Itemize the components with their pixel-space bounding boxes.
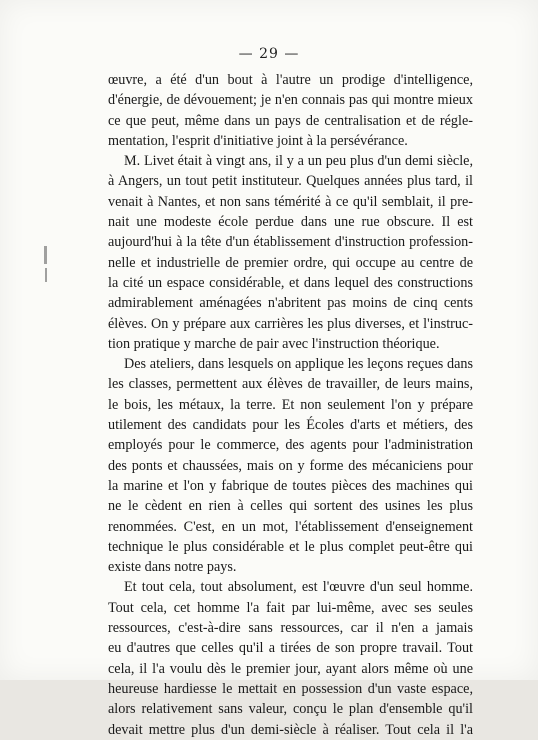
text-line: des ponts et chaussées, mais on y forme des mécaniciens pour bbox=[108, 457, 473, 474]
text-line: nelle et industrielle de premier ordre, qui occupe au centre de bbox=[108, 254, 473, 271]
margin-mark bbox=[45, 268, 47, 282]
text-line: alors relativement sans valeur, conçu le plan d'ensemble qu'il bbox=[108, 701, 473, 718]
text-line: venait à Nantes, et non sans témérité à ce qu'il semblait, il pre- bbox=[108, 193, 473, 210]
text-line: la marine et l'on y fabrique de toutes pièces des machines qui bbox=[108, 477, 473, 494]
text-line: existe dans notre pays. bbox=[108, 559, 237, 576]
text-line: employés pour le commerce, des agents pour l'administration bbox=[108, 437, 473, 454]
text-line: à Angers, un tout petit instituteur. Quelques années plus tard, il bbox=[108, 173, 473, 190]
text-line: heureuse hardiesse le mettait en possession d'un vaste espace, bbox=[108, 680, 473, 697]
text-line: ce que peut, même dans un pays de centralisation et de régle- bbox=[108, 112, 473, 129]
text-line: technique le plus considérable et le plus complet peut-être qui bbox=[108, 538, 473, 555]
paragraph bbox=[108, 577, 473, 739]
text-line: renommées. C'est, en un mot, l'établissement d'enseignement bbox=[108, 518, 473, 535]
text-line: d'énergie, de dévouement; je n'en connais pas qui montre mieux bbox=[108, 92, 473, 109]
text-line: Des ateliers, dans lesquels on applique les leçons reçues dans bbox=[124, 356, 473, 373]
body-text bbox=[108, 70, 473, 740]
text-line: devait mettre plus d'un demi-siècle à réaliser. Tout cela il l'a bbox=[108, 721, 473, 738]
text-line: la cité un espace considérable, et dans lequel des constructions bbox=[108, 274, 473, 291]
margin-mark bbox=[44, 246, 47, 264]
paragraph bbox=[108, 151, 473, 354]
paragraph bbox=[108, 354, 473, 577]
text-line: mentation, l'esprit d'initiative joint à la persévérance. bbox=[108, 132, 408, 149]
text-line: utilement des candidats pour les Écoles d'arts et métiers, des bbox=[108, 417, 473, 434]
text-line: tion pratique y marche de pair avec l'instruction théorique. bbox=[108, 335, 440, 352]
paragraph bbox=[108, 70, 473, 151]
text-line: M. Livet était à vingt ans, il y a un peu plus d'un demi siècle, bbox=[124, 153, 473, 170]
text-line: le bois, les métaux, la terre. Et non seulement l'on y prépare bbox=[108, 396, 473, 413]
text-line: ressources, c'est-à-dire sans ressources, car il n'en a jamais bbox=[108, 620, 473, 637]
page-number: — 29 — bbox=[238, 46, 300, 62]
text-line: Et tout cela, tout absolument, est l'œuvre d'un seul homme. bbox=[124, 579, 473, 596]
text-line: eu d'autres que celles qu'il a tirées de son propre travail. Tout bbox=[108, 640, 473, 657]
text-line: nait une modeste école perdue dans une rue obscure. Il est bbox=[108, 214, 473, 231]
text-line: œuvre, a été d'un bout à l'autre un prodige d'intelligence, bbox=[108, 72, 473, 88]
text-line: Tout cela, cet homme l'a fait par lui-même, avec ses seules bbox=[108, 599, 473, 616]
text-line: les classes, permettent aux élèves de travailler, de leurs mains, bbox=[108, 376, 473, 393]
text-line: cela, il l'a voulu dès le premier jour, ayant alors même où une bbox=[108, 660, 473, 677]
text-line: ne le cèdent en rien à celles qui sortent des usines les plus bbox=[108, 498, 473, 515]
text-line: aujourd'hui à la tête d'un établissement d'instruction profession- bbox=[108, 234, 473, 251]
text-line: élèves. On y prépare aux carrières les plus diverses, et l'instruc- bbox=[108, 315, 473, 332]
text-line: admirablement aménagées n'abritent pas moins de cinq cents bbox=[108, 295, 473, 312]
